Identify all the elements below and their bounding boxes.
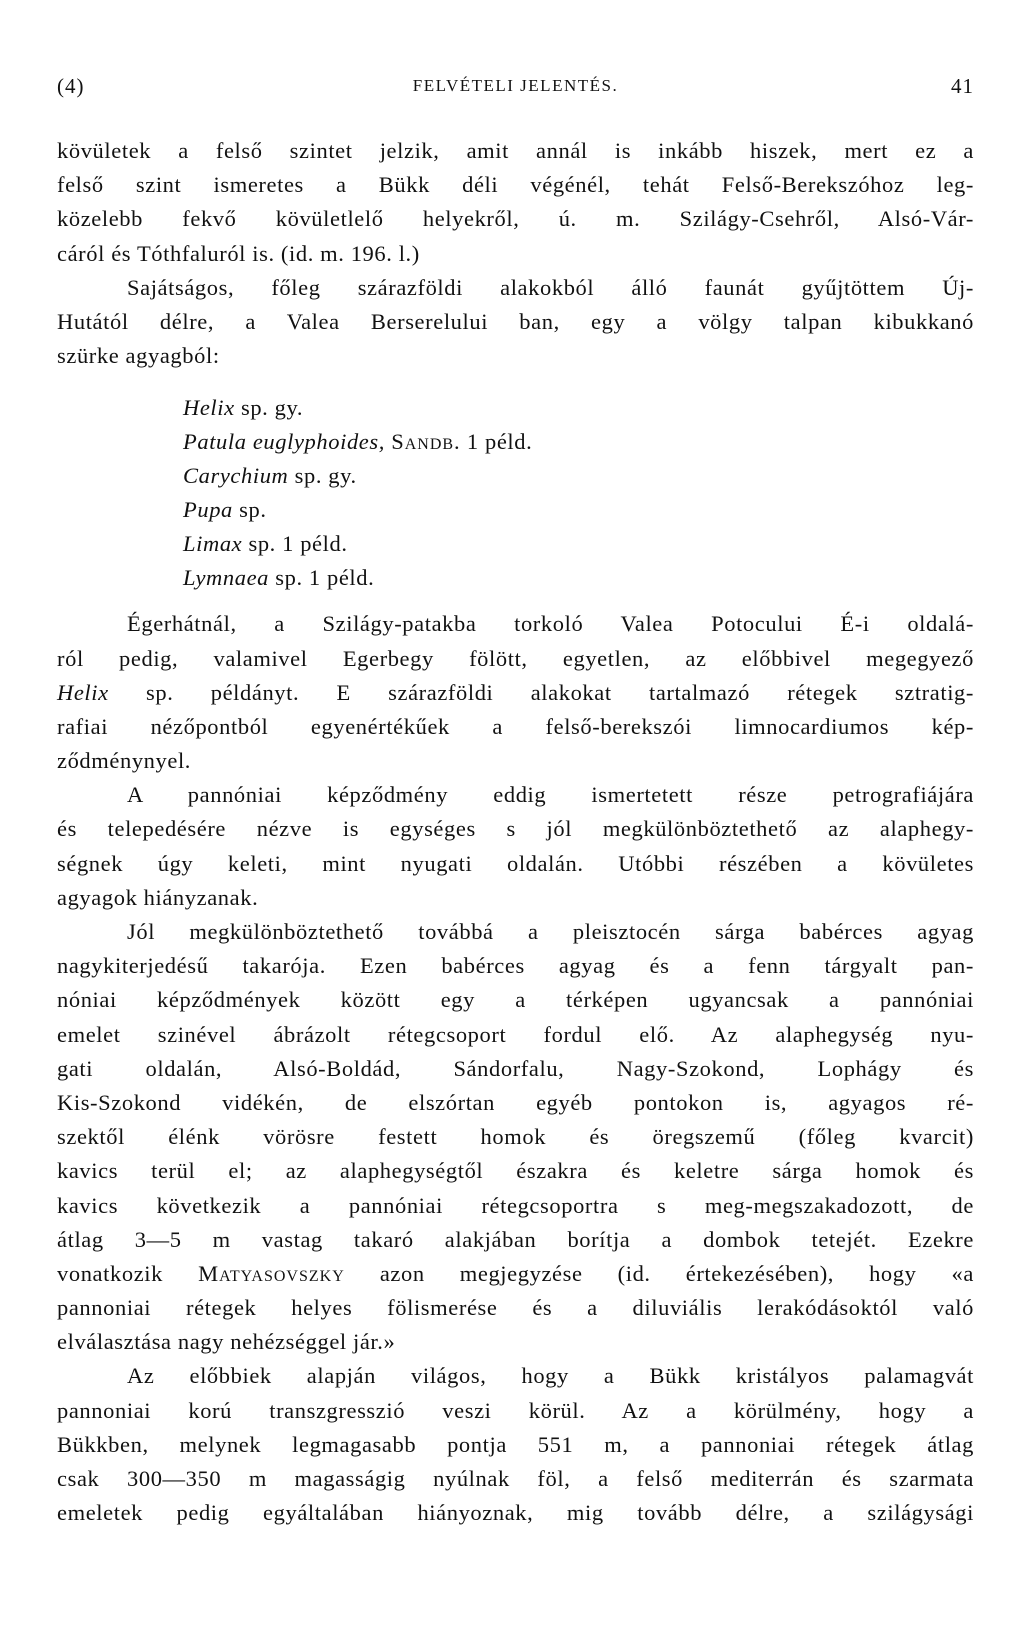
text-span: sp. példányt. E szárazföldi alakokat tartalmazó rétegek sztratig- [108, 679, 974, 705]
text-line: szektől élénk vörösre festett homok és öregszemű (főleg kvarcit) [57, 1124, 974, 1150]
species-item [183, 561, 974, 595]
paragraph-1 [57, 134, 974, 271]
paragraph-6 [57, 1359, 974, 1530]
text-line: A pannóniai képződmény eddig ismertetett része petrografiájára [127, 782, 974, 808]
text-line: cáról és Tóthfaluról is. (id. m. 196. l.) [57, 240, 420, 266]
text-line: elválasztása nagy nehézséggel jár.» [57, 1329, 396, 1355]
text-line: Sajátságos, főleg szárazföldi alakokból álló faunát gyűjtöttem Új- [127, 274, 974, 300]
paragraph-4 [57, 778, 974, 915]
text-line: Az előbbiek alapján világos, hogy a Bükk kristályos palamagvát [127, 1363, 974, 1389]
text-line: szürke agyagból: [57, 343, 220, 369]
text-line: agyagok hiányzanak. [57, 884, 259, 910]
text-line: emeletek pedig egyáltalában hiányoznak, mig tovább délre, a szilágysági [57, 1500, 974, 1526]
text-line: közelebb fekvő kövületlelő helyekről, ú. m. Szilágy-Csehről, Alsó-Vár- [57, 206, 974, 232]
paragraph-2 [57, 271, 974, 374]
text-line: Kis-Szokond vidékén, de elszórtan egyéb pontokon is, agyagos ré- [57, 1089, 974, 1115]
text-line: kavics következik a pannóniai rétegcsoportra s meg-megszakadozott, de [57, 1192, 974, 1218]
text-line: átlag 3—5 m vastag takaró alakjában borítja a dombok tetejét. Ezekre [57, 1226, 974, 1252]
text-line: Égerhátnál, a Szilágy-patakba torkoló Valea Potocului É-i oldalá- [127, 611, 974, 637]
species-note: sp. gy. [234, 395, 304, 421]
text-line: felső szint ismeretes a Bükk déli végénél, tehát Felső-Berekszóhoz leg- [57, 172, 974, 198]
text-line [57, 1257, 974, 1291]
text-line: Bükkben, melynek legmagasabb pontja 551 m, a pannoniai rétegek átlag [57, 1431, 974, 1457]
species-author: Sandb. [391, 429, 461, 455]
text-line: nóniai képződmények között egy a térképen ugyancsak a pannóniai [57, 987, 974, 1013]
text-line: ségnek úgy keleti, mint nyugati oldalán. Utóbbi részében a kövületes [57, 850, 974, 876]
species-note: 1 péld. [460, 429, 533, 455]
text-span: azon megjegyzése (id. értekezésében), hogy «a [344, 1260, 974, 1286]
text-span: vonatkozik [57, 1260, 199, 1286]
text-line: kavics terül el; az alaphegységtől északra és keletre sárga homok és [57, 1158, 974, 1184]
text-line: ződménynyel. [57, 748, 192, 774]
section-number: (4) [57, 74, 85, 98]
species-name: Helix [183, 395, 235, 421]
text-line [57, 676, 974, 710]
species-name: Limax [183, 531, 243, 557]
text-line: nagykiterjedésű takarója. Ezen babérces agyag és a fenn tárgyalt pan- [57, 953, 974, 979]
paragraph-5 [57, 915, 974, 1359]
text-line: gati oldalán, Alsó-Boldád, Sándorfalu, Nagy-Szokond, Lophágy és [57, 1055, 974, 1081]
text-line: Jól megkülönböztethető továbbá a pleisztocén sárga babérces agyag [127, 919, 974, 944]
text-line: Hutától délre, a Valea Berserelului ban, egy a völgy talpan kibukkanó [57, 308, 974, 334]
body-text [57, 134, 974, 1530]
species-item [183, 527, 974, 561]
species-note: sp. [232, 497, 267, 523]
species-item [183, 391, 974, 425]
species-item [183, 493, 974, 527]
text-line: kövületek a felső szintet jelzik, amit annál is inkább hiszek, mert ez a [57, 138, 974, 163]
running-header [57, 74, 974, 110]
text-line: pannoniai korú transzgresszió veszi körül. Az a körülmény, hogy a [57, 1397, 974, 1423]
text-line: és telepedésére nézve is egységes s jól megkülönböztethető az alaphegy- [57, 816, 974, 842]
text-line: emelet szinével ábrázolt rétegcsoport fordul elő. Az alaphegység nyu- [57, 1021, 974, 1047]
paragraph-3 [57, 607, 974, 778]
species-note: sp. 1 péld. [269, 565, 375, 591]
running-title: FELVÉTELI JELENTÉS. [412, 76, 619, 95]
species-item [183, 459, 974, 493]
species-note: sp. 1 péld. [242, 531, 348, 557]
species-name: Helix [57, 679, 109, 705]
page-number: 41 [951, 74, 974, 98]
species-note: sp. gy. [288, 463, 357, 489]
text-line: pannoniai rétegek helyes fölismerése és a diluviális lerakódásoktól való [57, 1295, 974, 1321]
text-line: rafiai nézőpontból egyenértékűek a felső-berekszói limnocardiumos kép- [57, 713, 974, 739]
author-name: Matyasovszky [198, 1260, 345, 1286]
text-line: ról pedig, valamivel Egerbegy fölött, egyetlen, az előbbivel megegyező [57, 645, 974, 671]
text-line: csak 300—350 m magasságig nyúlnak föl, a felső mediterrán és szarmata [57, 1466, 974, 1491]
species-name: Pupa [183, 497, 233, 523]
species-list [57, 391, 974, 595]
species-name: Lymnaea [183, 565, 270, 591]
species-name: Carychium [183, 463, 289, 489]
species-item [183, 425, 974, 459]
species-name: Patula euglyphoides, [183, 429, 385, 455]
